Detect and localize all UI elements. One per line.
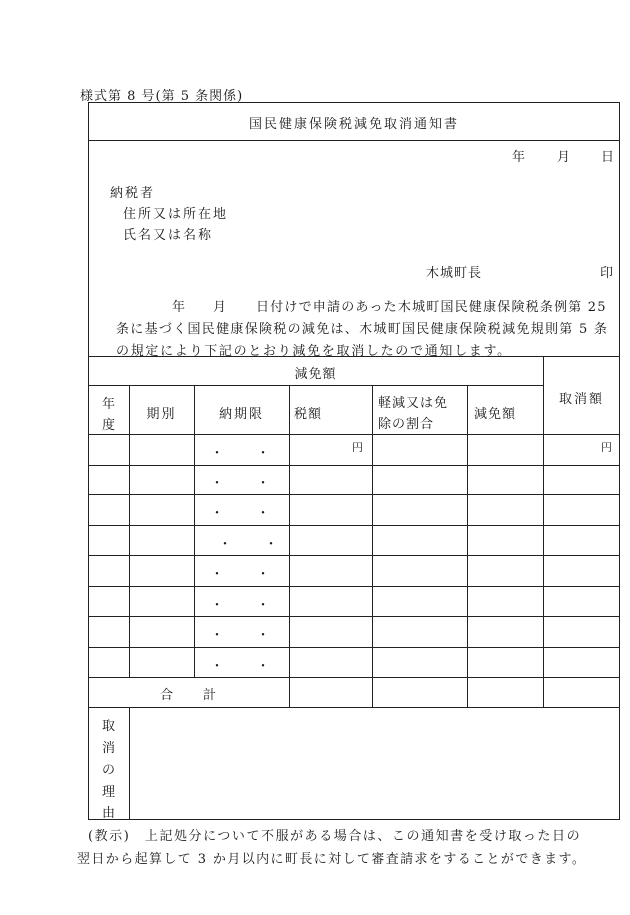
total-label-1: 合: [160, 688, 174, 703]
due-date-field[interactable]: ・ ・: [210, 628, 280, 643]
date-day-label: 日: [601, 150, 615, 165]
appeal-notice-line-2: 翌日から起算して 3 か月以内に町長に対して審査請求をすることができます。: [77, 852, 587, 867]
col-divider: [543, 356, 544, 707]
col-year-header-2: 度: [101, 418, 115, 433]
cancel-yen-unit: 円: [601, 441, 612, 454]
reason-label-char: 由: [101, 806, 115, 821]
due-date-field[interactable]: ・ ・: [210, 446, 280, 461]
due-date-field[interactable]: ・ ・: [210, 659, 280, 674]
taxpayer-label: 納税者: [110, 186, 156, 201]
row-divider: [88, 616, 620, 617]
body-line-3: の規定により下記のとおり減免を取消したので通知します。: [116, 344, 512, 359]
due-date-field[interactable]: ・ ・: [210, 598, 280, 613]
row-divider: [88, 677, 620, 678]
reason-label-char: 消: [101, 741, 115, 756]
seal-mark: 印: [600, 266, 614, 281]
body-year: 年: [172, 300, 186, 315]
row-divider: [88, 494, 620, 495]
form-number-label: 様式第 8 号(第 5 条関係): [80, 89, 244, 104]
col-ratio-header-1: 軽減又は免: [378, 396, 449, 411]
appeal-notice-line-1: (教示) 上記処分について不服がある場合は、この通知書を受け取った日の: [88, 829, 582, 844]
col-divider: [289, 385, 290, 707]
date-year-label: 年: [512, 150, 526, 165]
row-divider: [88, 647, 620, 648]
col-divider: [467, 385, 468, 707]
header-divider: [88, 434, 620, 435]
due-date-field[interactable]: ・ ・: [210, 506, 280, 521]
reason-label-char: 理: [101, 785, 115, 800]
body-month: 月: [213, 300, 227, 315]
reason-label-char: 取: [101, 719, 115, 734]
reason-label-char: の: [101, 763, 115, 778]
row-divider: [88, 555, 620, 556]
row-divider: [88, 525, 620, 526]
body-line-1: 日付けで申請のあった木城町国民健康保険税条例第 25: [256, 300, 607, 315]
form-title: 国民健康保険税減免取消通知書: [248, 117, 459, 132]
col-divider: [194, 385, 195, 677]
cancel-amount-header: 取消額: [558, 392, 604, 407]
date-month-label: 月: [557, 150, 571, 165]
col-tax-header: 税額: [294, 407, 323, 422]
col-due-header: 納期限: [218, 407, 264, 422]
subheader-divider: [88, 385, 543, 386]
col-divider: [372, 385, 373, 707]
col-ratio-header-2: 除の割合: [378, 417, 435, 432]
issuer-name: 木城町長: [426, 266, 483, 281]
total-label-2: 計: [203, 688, 217, 703]
col-period-header: 期別: [146, 407, 177, 422]
title-divider: [88, 140, 620, 141]
row-divider: [88, 586, 620, 587]
col-year-header-1: 年: [101, 397, 115, 412]
due-date-field[interactable]: ・ ・: [210, 567, 280, 582]
tax-yen-unit: 円: [352, 441, 363, 454]
col-divider: [129, 385, 130, 677]
body-line-2: 条に基づく国民健康保険税の減免は、木城町国民健康保険税減免規則第 5 条: [116, 322, 609, 337]
due-date-field[interactable]: ・ ・: [218, 537, 288, 552]
due-date-field[interactable]: ・ ・: [210, 476, 280, 491]
col-reduction-header: 減免額: [474, 407, 517, 422]
row-divider: [88, 465, 620, 466]
taxpayer-name-label: 氏名又は名称: [123, 228, 214, 243]
reduction-group-header: 減免額: [294, 367, 337, 382]
taxpayer-address-label: 住所又は所在地: [123, 207, 229, 222]
reason-field[interactable]: [130, 708, 619, 819]
